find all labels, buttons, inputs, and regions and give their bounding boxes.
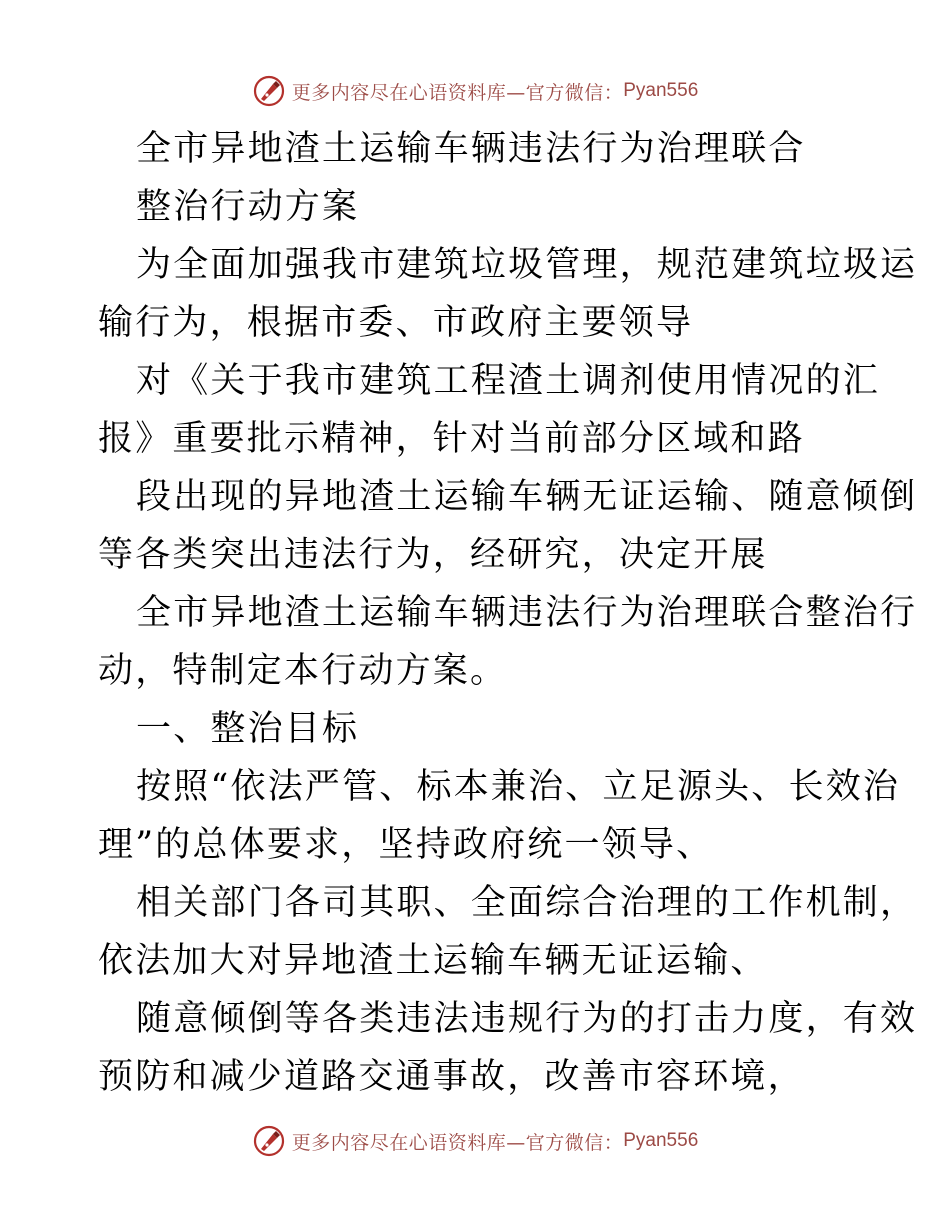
- document-line: 整治行动方案: [136, 187, 360, 227]
- document-line: 动，特制定本行动方案。: [98, 651, 508, 691]
- watermark-text: 更多内容尽在心语资料库—官方微信：: [291, 1131, 624, 1154]
- document-line: 一、整治目标: [136, 709, 360, 749]
- document-line: 全市异地渣土运输车辆违法行为治理联合整治行: [136, 593, 918, 633]
- document-line: 相关部门各司其职、全面综合治理的工作机制，: [136, 883, 918, 923]
- document-line: 依法加大对异地渣土运输车辆无证运输、: [98, 941, 768, 981]
- watermark-handle: Pyan556: [623, 80, 699, 101]
- document-line: 理”的总体要求，坚持政府统一领导、: [98, 825, 714, 865]
- document-line: 对《关于我市建筑工程渣土调剂使用情况的汇: [136, 361, 881, 401]
- document-line: 预防和减少道路交通事故，改善市容环境，: [98, 1057, 805, 1097]
- pen-nib-logo-icon: [252, 1124, 286, 1158]
- pen-nib-logo-icon: [252, 74, 286, 108]
- document-line: 全市异地渣土运输车辆违法行为治理联合: [136, 129, 806, 169]
- document-line: 段出现的异地渣土运输车辆无证运输、随意倾倒: [136, 477, 918, 517]
- watermark-text: 更多内容尽在心语资料库—官方微信：: [291, 81, 624, 104]
- header-watermark: [0, 71, 950, 111]
- document-body: [98, 120, 918, 1106]
- document-line: 随意倾倒等各类违法违规行为的打击力度，有效: [136, 999, 918, 1039]
- document-line: 等各类突出违法行为，经研究，决定开展: [98, 535, 768, 575]
- footer-watermark: [0, 1121, 950, 1161]
- document-line: 为全面加强我市建筑垃圾管理，规范建筑垃圾运: [136, 245, 918, 285]
- document-line: 报》重要批示精神，针对当前部分区域和路: [98, 419, 805, 459]
- document-line: 输行为，根据市委、市政府主要领导: [98, 303, 694, 343]
- watermark-handle: Pyan556: [623, 1130, 699, 1151]
- document-line: 按照“依法严管、标本兼治、立足源头、长效治: [136, 767, 901, 807]
